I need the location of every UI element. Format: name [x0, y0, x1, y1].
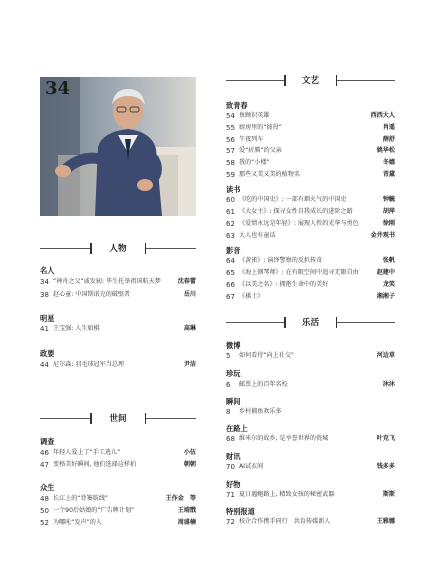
toc-entry[interactable]	[226, 280, 395, 290]
cover-photo	[40, 77, 196, 216]
toc-entry[interactable]	[226, 407, 395, 417]
toc-title: 午夜列车	[239, 136, 264, 143]
toc-author: 肖遥	[382, 124, 395, 131]
toc-title: 《黄雀》: 演绎警察的反扒传奇	[239, 257, 323, 264]
toc-author: 湘湘子	[376, 293, 395, 300]
toc-title: 《海上钢琴师》: 在有限空间中追寻无限自由	[239, 269, 359, 276]
toc-author: 西西大人	[370, 112, 395, 119]
toc-author: 朝朝	[183, 461, 196, 468]
toc-author: 薛舒	[382, 136, 395, 143]
toc-title: 那些又美又美的植物名	[239, 171, 300, 178]
feature-page-number: 34	[45, 78, 71, 99]
toc-author: 钱多多	[376, 463, 395, 470]
toc-title: 变格美好瞬间, 他们选择这样拍	[53, 461, 137, 468]
section-title: 乐活	[301, 318, 320, 328]
toc-title: 赵心童: 中国斯诺克的破壁者	[53, 291, 131, 298]
toc-entry[interactable]	[226, 111, 395, 121]
toc-entry[interactable]	[40, 494, 196, 504]
toc-entry[interactable]	[226, 135, 395, 145]
toc-entry[interactable]	[226, 268, 395, 278]
category-label: 微博	[226, 341, 241, 350]
category-label: 影音	[226, 246, 241, 255]
toc-title: 长江上的“背篓航线”	[53, 495, 109, 502]
toc-title: 厨房里的“彼役”	[239, 124, 282, 131]
toc-page-number: 59	[226, 171, 235, 179]
toc-author: 赵建中	[376, 269, 395, 276]
toc-page-number: 6	[226, 381, 231, 389]
toc-author: 高琳	[183, 325, 196, 332]
toc-entry[interactable]	[40, 277, 196, 287]
toc-title: 《吃的中国史》: 一部有烟火气的中国史	[239, 196, 347, 203]
toc-entry[interactable]	[226, 231, 395, 241]
toc-entry[interactable]	[226, 170, 395, 180]
toc-page-number: 47	[40, 461, 49, 469]
toc-page-number: 71	[226, 491, 235, 499]
toc-title: 我的“小楼”	[239, 159, 270, 166]
toc-author: 沈春蕾	[177, 278, 196, 285]
section-title: 人物	[109, 244, 127, 254]
toc-entry[interactable]	[226, 146, 395, 156]
toc-title: 爱“折腾”的父亲	[239, 147, 282, 154]
toc-author: 王靖戬	[177, 507, 196, 514]
toc-entry[interactable]	[40, 448, 196, 458]
section-header-arts	[226, 75, 395, 87]
toc-page-number: 8	[226, 408, 231, 416]
toc-author: 河边草	[376, 352, 395, 359]
toc-entry[interactable]	[226, 462, 395, 472]
toc-title: 尼尔森: 羽毛球冠军当总理	[53, 361, 125, 368]
section-title: 文艺	[301, 76, 320, 86]
toc-title: 如何看待“向上社交”	[239, 352, 295, 359]
toc-author: 岳川	[183, 291, 196, 298]
toc-author: 金井观书	[370, 232, 395, 239]
toc-author: 王雅娜	[376, 518, 395, 525]
toc-title: 校企合作携手同行 共育传媒新人	[239, 518, 331, 525]
toc-author: 尹洁	[183, 361, 196, 368]
toc-page-number: 66	[226, 281, 235, 289]
toc-entry[interactable]	[226, 434, 395, 444]
category-label: 调查	[40, 437, 55, 446]
toc-page-number: 65	[226, 269, 235, 277]
toc-entry[interactable]	[40, 324, 196, 334]
toc-author: 龙笑	[382, 281, 395, 288]
toc-title: 《爱情永远是年轻》: 展现人性的光华与勇色	[239, 220, 359, 227]
toc-author: 叶克飞	[376, 435, 395, 442]
category-label: 读书	[226, 185, 241, 194]
toc-page-number: 67	[226, 293, 235, 301]
toc-page-number: 50	[40, 507, 49, 515]
toc-entry[interactable]	[226, 195, 395, 205]
toc-author: 周盛楠	[177, 519, 196, 526]
toc-title: 大人也有童话	[239, 232, 276, 239]
toc-page-number: 61	[226, 208, 235, 216]
toc-entry[interactable]	[40, 518, 196, 528]
toc-title: AI试衣间	[239, 463, 264, 470]
toc-page-number: 34	[40, 278, 49, 286]
toc-title: 邮票上的百年名校	[239, 381, 288, 388]
toc-page-number: 63	[226, 232, 235, 240]
toc-entry[interactable]	[226, 123, 395, 133]
category-label: 瞬间	[226, 397, 241, 406]
category-label: 在路上	[226, 424, 248, 433]
toc-author: 胡萍	[382, 208, 395, 215]
toc-entry[interactable]	[40, 506, 196, 516]
toc-title: 为哪吒“发声”的人	[53, 519, 102, 526]
toc-entry[interactable]	[226, 517, 395, 527]
toc-title: 一个90后姑娘的“广告牌计划”	[53, 507, 135, 514]
toc-page-number: 70	[226, 463, 235, 471]
toc-title: 鱼顾识英雄	[239, 112, 270, 119]
toc-title: 《大女主》: 探寻女性自我成长的进阶之路	[239, 208, 353, 215]
toc-entry[interactable]	[226, 158, 395, 168]
toc-entry[interactable]	[226, 292, 395, 302]
toc-page-number: 38	[40, 291, 49, 299]
category-label: 名人	[40, 266, 55, 275]
toc-page-number: 48	[40, 495, 49, 503]
toc-page-number: 56	[226, 136, 235, 144]
toc-entry[interactable]	[40, 460, 196, 470]
toc-page-number: 46	[40, 449, 49, 457]
toc-page-number: 5	[226, 352, 231, 360]
section-header-lifestyle	[226, 317, 395, 329]
section-header-people	[40, 243, 196, 255]
toc-page-number: 55	[226, 124, 235, 132]
category-label: 特别报道	[226, 507, 255, 516]
toc-author: 王作金 等	[165, 495, 196, 502]
toc-author: 钟毓	[382, 196, 395, 203]
category-label: 致青春	[226, 101, 248, 110]
toc-title: 王宝强: 人生如棋	[53, 325, 100, 332]
toc-author: 小伍	[183, 449, 196, 456]
category-label: 众生	[40, 483, 55, 492]
toc-author: 青黛	[382, 171, 395, 178]
toc-title: 维米尔的故乡, 是享誉世界的瓷城	[239, 435, 329, 442]
toc-title: 夏日遇鲍路上, 精致女孩的秘密武器	[239, 491, 335, 498]
toc-page-number: 44	[40, 361, 49, 369]
toc-author: 冬嬉	[382, 159, 395, 166]
toc-author: 姚华松	[376, 147, 395, 154]
section-header-world	[40, 413, 196, 425]
toc-page-number: 52	[40, 519, 49, 527]
toc-title: 《棋士》	[239, 293, 264, 300]
toc-entry[interactable]	[226, 351, 395, 361]
toc-page-number: 62	[226, 220, 235, 228]
toc-title: 《以美之名》: 拥抱生命中的美好	[239, 281, 329, 288]
toc-page-number: 58	[226, 159, 235, 167]
category-label: 珍玩	[226, 369, 241, 378]
toc-page-number: 68	[226, 435, 235, 443]
toc-entry[interactable]	[226, 490, 395, 500]
toc-author: 斯斯	[382, 491, 395, 498]
toc-entry[interactable]	[226, 219, 395, 229]
toc-entry[interactable]	[40, 290, 196, 300]
toc-page-number: 41	[40, 325, 49, 333]
section-title: 世间	[109, 414, 127, 424]
toc-page-number: 60	[226, 196, 235, 204]
toc-page-number: 57	[226, 147, 235, 155]
toc-entry[interactable]	[40, 360, 196, 370]
category-label: 财讯	[226, 452, 241, 461]
toc-author: 徐刚	[382, 220, 395, 227]
category-label: 明星	[40, 314, 55, 323]
toc-entry[interactable]	[226, 207, 395, 217]
toc-page-number: 54	[226, 112, 235, 120]
category-label: 政要	[40, 349, 55, 358]
toc-page-number: 72	[226, 518, 235, 526]
toc-title: 乡村捕鱼欢乐多	[239, 408, 282, 415]
toc-page-number: 64	[226, 257, 235, 265]
toc-author: 张帆	[382, 257, 395, 264]
toc-entry[interactable]	[226, 256, 395, 266]
toc-entry[interactable]	[226, 380, 395, 390]
category-label: 好物	[226, 480, 241, 489]
toc-title: “神舟之父”戚发轫: 毕生托举祖国航天梦	[53, 278, 161, 285]
toc-author: 沐沐	[382, 381, 395, 388]
toc-title: 年轻人爱上了“手工逃儿”	[53, 449, 121, 456]
